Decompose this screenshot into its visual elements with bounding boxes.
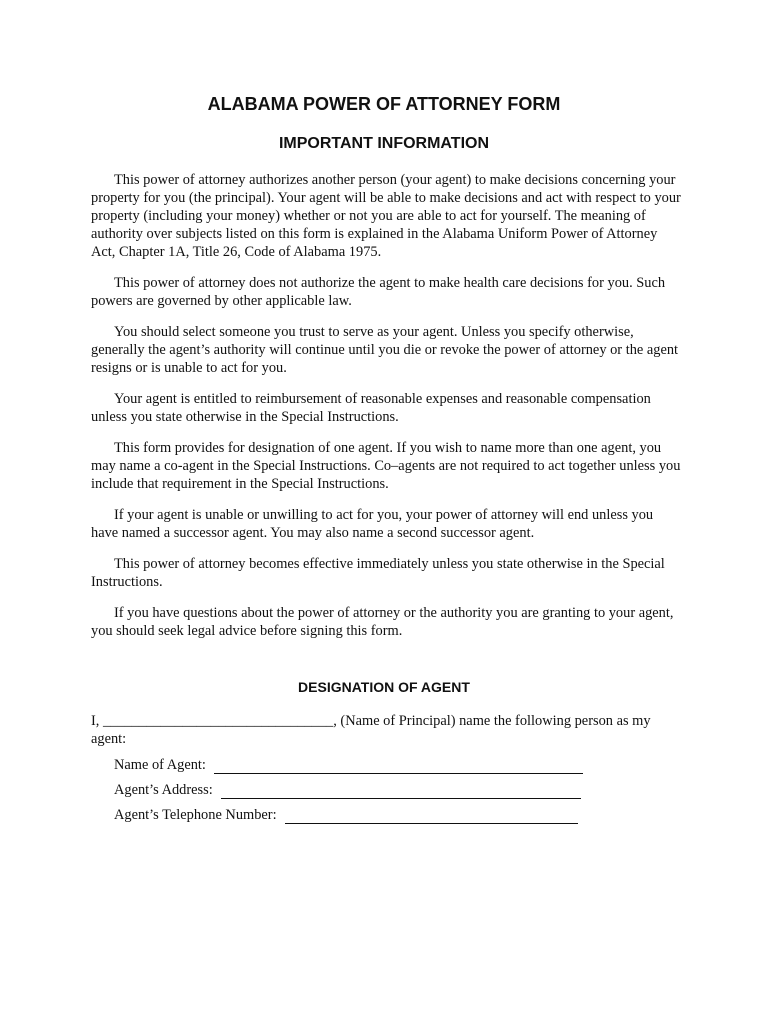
- agent-address-row: [114, 781, 581, 799]
- paragraph-legal-advice: If you have questions about the power of attorney or the authority you are granting to your agent, you should seek legal advice before signing this form.: [91, 605, 674, 639]
- agent-address-label: Agent’s Address:: [114, 782, 213, 798]
- paragraph-effective: This power of attorney becomes effective immediately unless you state otherwise in the Special Instructions.: [91, 556, 665, 590]
- agent-address-field[interactable]: [221, 784, 581, 799]
- agent-name-field[interactable]: [214, 759, 583, 774]
- paragraph-successor-agent: If your agent is unable or unwilling to act for you, your power of attorney will end unless you have named a successor agent. You may also name a second successor agent.: [91, 507, 654, 541]
- paragraph-co-agent: This form provides for designation of one agent. If you wish to name more than one agent, you may name a co-agent in the Special Instructions. Co–agents are not required to act together unless you include that requirement in the Special Instructions.: [91, 440, 681, 492]
- paragraph-select-agent: You should select someone you trust to serve as your agent. Unless you specify otherwise, generally the agent’s authority will continue until you die or revoke the power of attorney or the agent resigns or is unable to act for you.: [91, 324, 679, 376]
- agent-telephone-label: Agent’s Telephone Number:: [114, 807, 277, 823]
- important-information-heading: IMPORTANT INFORMATION: [278, 135, 490, 152]
- document-title: ALABAMA POWER OF ATTORNEY FORM: [207, 94, 561, 114]
- designation-of-agent-heading: DESIGNATION OF AGENT: [298, 679, 470, 695]
- paragraph-health-care: This power of attorney does not authorize the agent to make health care decisions for you. Such powers are governed by other applicable law.: [91, 275, 666, 309]
- principal-name-line[interactable]: I, ________________________________, (Name of Principal) name the following person as my agent:: [91, 713, 651, 747]
- agent-name-label: Name of Agent:: [114, 757, 206, 773]
- important-information-body: [91, 171, 681, 653]
- paragraph-reimbursement: Your agent is entitled to reimbursement of reasonable expenses and reasonable compensation unless you state otherwise in the Special Instructions.: [91, 391, 651, 425]
- agent-telephone-field[interactable]: [285, 809, 578, 824]
- paragraph-authorization: This power of attorney authorizes another person (your agent) to make decisions concerning your property for you (the principal). Your agent will be able to make decisions and act with respect to your property (including your money) whether or not you are able to act for yourself. The meaning of authority over subjects listed on this form is explained in the Alabama Uniform Power of Attorney Act, Chapter 1A, Title 26, Code of Alabama 1975.: [91, 172, 681, 260]
- agent-name-row: [114, 756, 583, 774]
- agent-telephone-row: [114, 806, 578, 824]
